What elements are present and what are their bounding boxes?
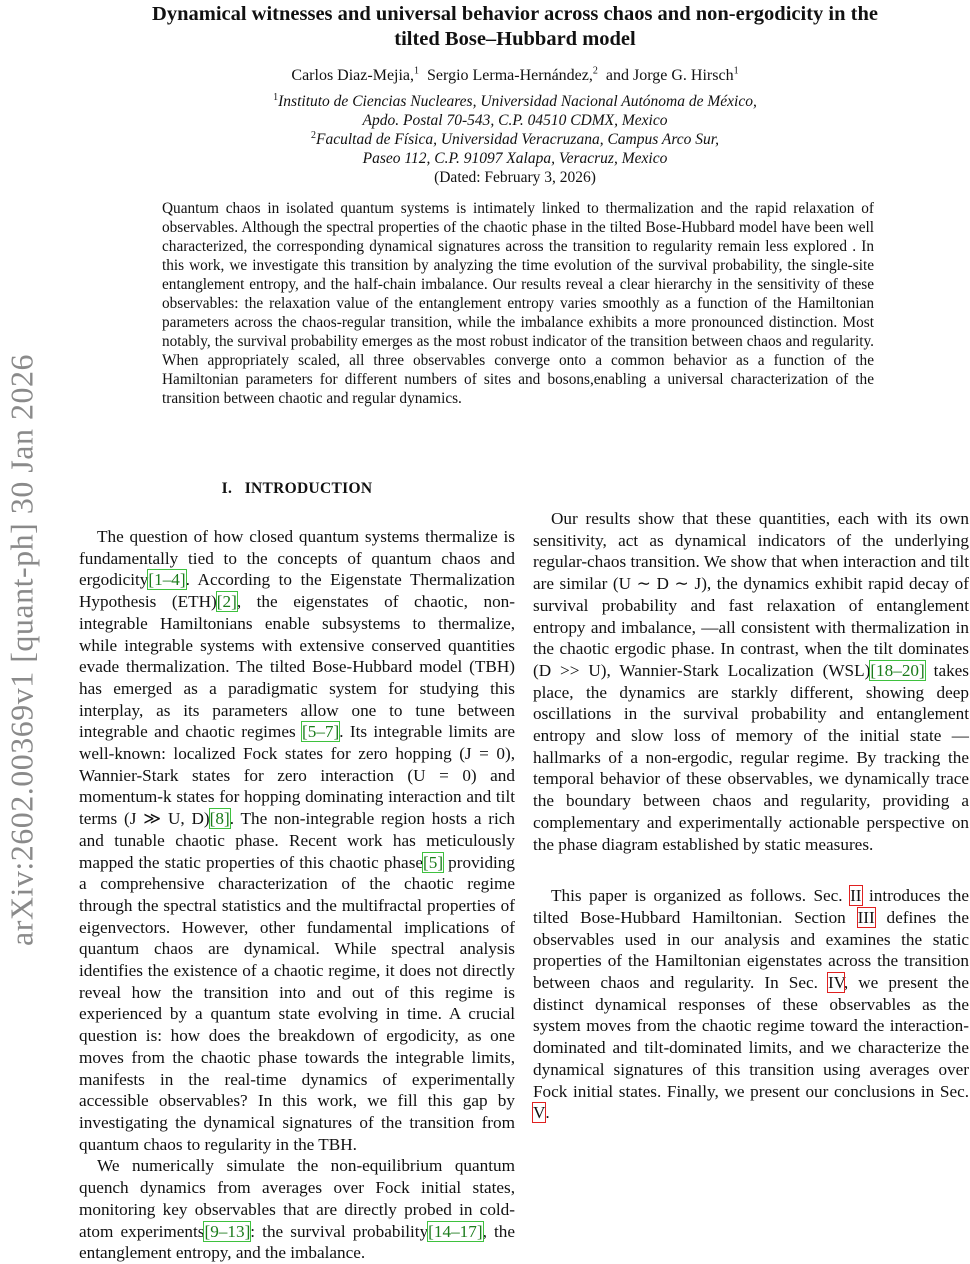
section-link[interactable]: V xyxy=(533,1103,546,1123)
text-run: defines the observables used in our analysis and examines the static properties of the Hamiltonian eigenstates across the transition between chaos and regularity. In Sec. xyxy=(533,907,969,993)
author-list xyxy=(60,67,970,85)
text-run: . xyxy=(545,1103,550,1123)
citation-link[interactable]: [18–20] xyxy=(870,660,925,680)
date-line: (Dated: February 3, 2026) xyxy=(434,169,596,186)
title-line-1: Dynamical witnesses and universal behavior across chaos and non-ergodicity in the xyxy=(152,3,878,25)
author-2-affil: 2 xyxy=(592,65,598,77)
affil-1-mark: 1 xyxy=(273,91,279,103)
citation-link[interactable]: [1–4] xyxy=(148,570,186,590)
section-number: I. xyxy=(221,480,233,497)
left-column xyxy=(79,478,515,1264)
section-heading-introduction xyxy=(79,478,515,500)
author-1-affil: 1 xyxy=(414,65,420,77)
author-3-affil: 1 xyxy=(733,65,739,77)
section-link[interactable]: IV xyxy=(827,973,844,993)
intro-paragraph-1 xyxy=(79,526,515,1155)
text-run: . The non-integrable region hosts a rich and tunable chaotic phase. Recent work has meticulously mapped the static properties of this chaotic phase xyxy=(79,809,516,872)
text-run: Our results show that these quantities, each with its own sensitivity, act as dynamical indicators of the underlying regular-chaos transition. We show that when interaction and tilt are similar (U ∼ D ∼ J), the dynamics exhibit rapid decay of survival probability and fast relaxation of entanglement entropy and imbalance, —all consistent with thermalization in the chaotic ergodic phase. In contrast, when the tilt dominates (D >> U), Wannier-Stark Localization (WSL) xyxy=(533,509,969,680)
text-run: . Its integrable limits are well-known: localized Fock states for zero hopping (J = 0), Wannier-Stark states for zero interaction (U = 0) and momentum-k states for hopping dominating interaction and tilt terms (J ≫ U, D) xyxy=(79,722,515,829)
author-2: Sergio Lerma-Hernández, xyxy=(427,67,593,84)
text-run: : the survival probability xyxy=(250,1221,429,1241)
affil-2-mark: 2 xyxy=(311,129,316,141)
intro-paragraph-3 xyxy=(533,508,969,855)
affil-1-line-2: Apdo. Postal 70-543, C.P. 04510 CDMX, Mexico xyxy=(362,112,668,129)
text-run: providing a comprehensive characterization of the chaotic regime through the spectral statistics and the multifractal properties of eigenvectors. However, other fundamental implications of quantum chaos are dynamical. While spectral analysis identifies the existence of a chaotic regime, it does not directly reveal how the transition into and out of this regime is experienced by a quantum state evolving in time. A crucial question is: how does the breakdown of ergodicity, as one moves from the chaotic phase towards the integrable limits, manifests in the real-time dynamics of experimentally accessible observables? In this work, we fill this gap by investigating the dynamical signatures of the transition from quantum chaos to regularity in the TBH. xyxy=(79,852,515,1154)
section-title: INTRODUCTION xyxy=(244,480,373,497)
affiliations xyxy=(60,92,970,187)
text-run: takes place, the dynamics are starkly different, showing deep oscillations in the survival probability and entanglement entropy and slow loss of memory of the initial state —hallmarks of a non-ergodic, regular regime. By tracking the temporal behavior of these observables, we dynamically trace the boundary between chaos and regularity, providing a complementary and experimentally actionable perspective on the phase diagram established by static measures. xyxy=(533,660,969,854)
section-link[interactable]: II xyxy=(850,886,862,906)
arxiv-sidebar xyxy=(0,330,44,970)
intro-paragraph-4 xyxy=(533,885,969,1124)
text-run: , the eigenstates of chaotic, non-integrable Hamiltonians enable subsystems to thermalize, while integrable systems with extensive conserved quantities evade thermalization. The tilted Bose-Hubbard model (TBH) has emerged as a paradigmatic system for studying this interplay, as its parameters allow one to tune between integrable and chaotic regimes xyxy=(79,592,516,742)
citation-link[interactable]: [8] xyxy=(209,809,230,829)
text-run: . According to the Eigenstate Thermalization Hypothesis (ETH) xyxy=(79,570,515,612)
text-run: , the entanglement entropy, and the imbalance. xyxy=(79,1221,515,1263)
text-run: , we present the distinct dynamical responses of these observables as the system moves from the chaotic regime toward the interaction-dominated and tilt-dominated limits, and we characterize the dynamical signatures of this transition using averages over Fock initial states. Finally, we present our conclusions in Sec. xyxy=(533,973,969,1101)
citation-link[interactable]: [14–17] xyxy=(428,1221,483,1241)
right-column xyxy=(533,478,969,1124)
abstract: Quantum chaos in isolated quantum systems is intimately linked to thermalization and the rapid relaxation of observables. Although the spectral properties of the chaotic phase in the tilted Bose-Hubbard model have been well characterized, the corresponding dynamical signatures across the transition to regularity remain less explored . In this work, we investigate this transition by analyzing the time evolution of the survival probability, the single-site entanglement entropy, and the half-chain imbalance. Our results reveal a clear hierarchy in the sensitivity of these observables: the relaxation value of the entanglement entropy varies smoothly as a function of the Hamiltonian parameters across the chaos-regular transition, while the imbalance exhibits a more pronounced distinction. Most notably, the survival probability emerges as the most robust indicator of the transition between chaos and regularity. When appropriately scaled, all three observables converge onto a common behavior as a function of the Hamiltonian parameters for different numbers of sites and bosons,enabling a universal characterization of the transition between chaotic and regular dynamics. xyxy=(162,200,874,407)
text-run: We numerically simulate the non-equilibrium quantum quench dynamics from averages over Fock initial states, monitoring key observables that are directly probed in cold-atom experiments xyxy=(79,1156,515,1241)
text-run: The question of how closed quantum systems thermalize is fundamentally tied to the concepts of quantum chaos and ergodicity xyxy=(79,527,515,590)
arxiv-identifier[interactable]: arXiv:2602.00369v1 [quant-ph] 30 Jan 2026 xyxy=(3,354,40,946)
intro-paragraph-2 xyxy=(79,1155,515,1264)
section-link[interactable]: III xyxy=(857,907,875,927)
affil-2-line-1: Facultad de Física, Universidad Veracruzana, Campus Arco Sur, xyxy=(316,131,719,148)
citation-link[interactable]: [5–7] xyxy=(302,722,340,742)
citation-link[interactable]: [9–13] xyxy=(204,1221,251,1241)
author-3: and Jorge G. Hirsch xyxy=(605,67,734,84)
paper-title xyxy=(60,2,970,52)
citation-link[interactable]: [2] xyxy=(216,592,237,612)
title-line-2: tilted Bose–Hubbard model xyxy=(394,28,636,50)
text-run: This paper is organized as follows. Sec. xyxy=(551,886,851,906)
affil-2-line-2: Paseo 112, C.P. 91097 Xalapa, Veracruz, Mexico xyxy=(362,150,668,167)
author-1: Carlos Diaz-Mejia, xyxy=(291,67,415,84)
affil-1-line-1: Instituto de Ciencias Nucleares, Universidad Nacional Autónoma de México, xyxy=(278,93,757,110)
text-run: introduces the tilted Bose-Hubbard Hamiltonian. Section xyxy=(533,886,970,927)
citation-link[interactable]: [5] xyxy=(423,852,444,872)
